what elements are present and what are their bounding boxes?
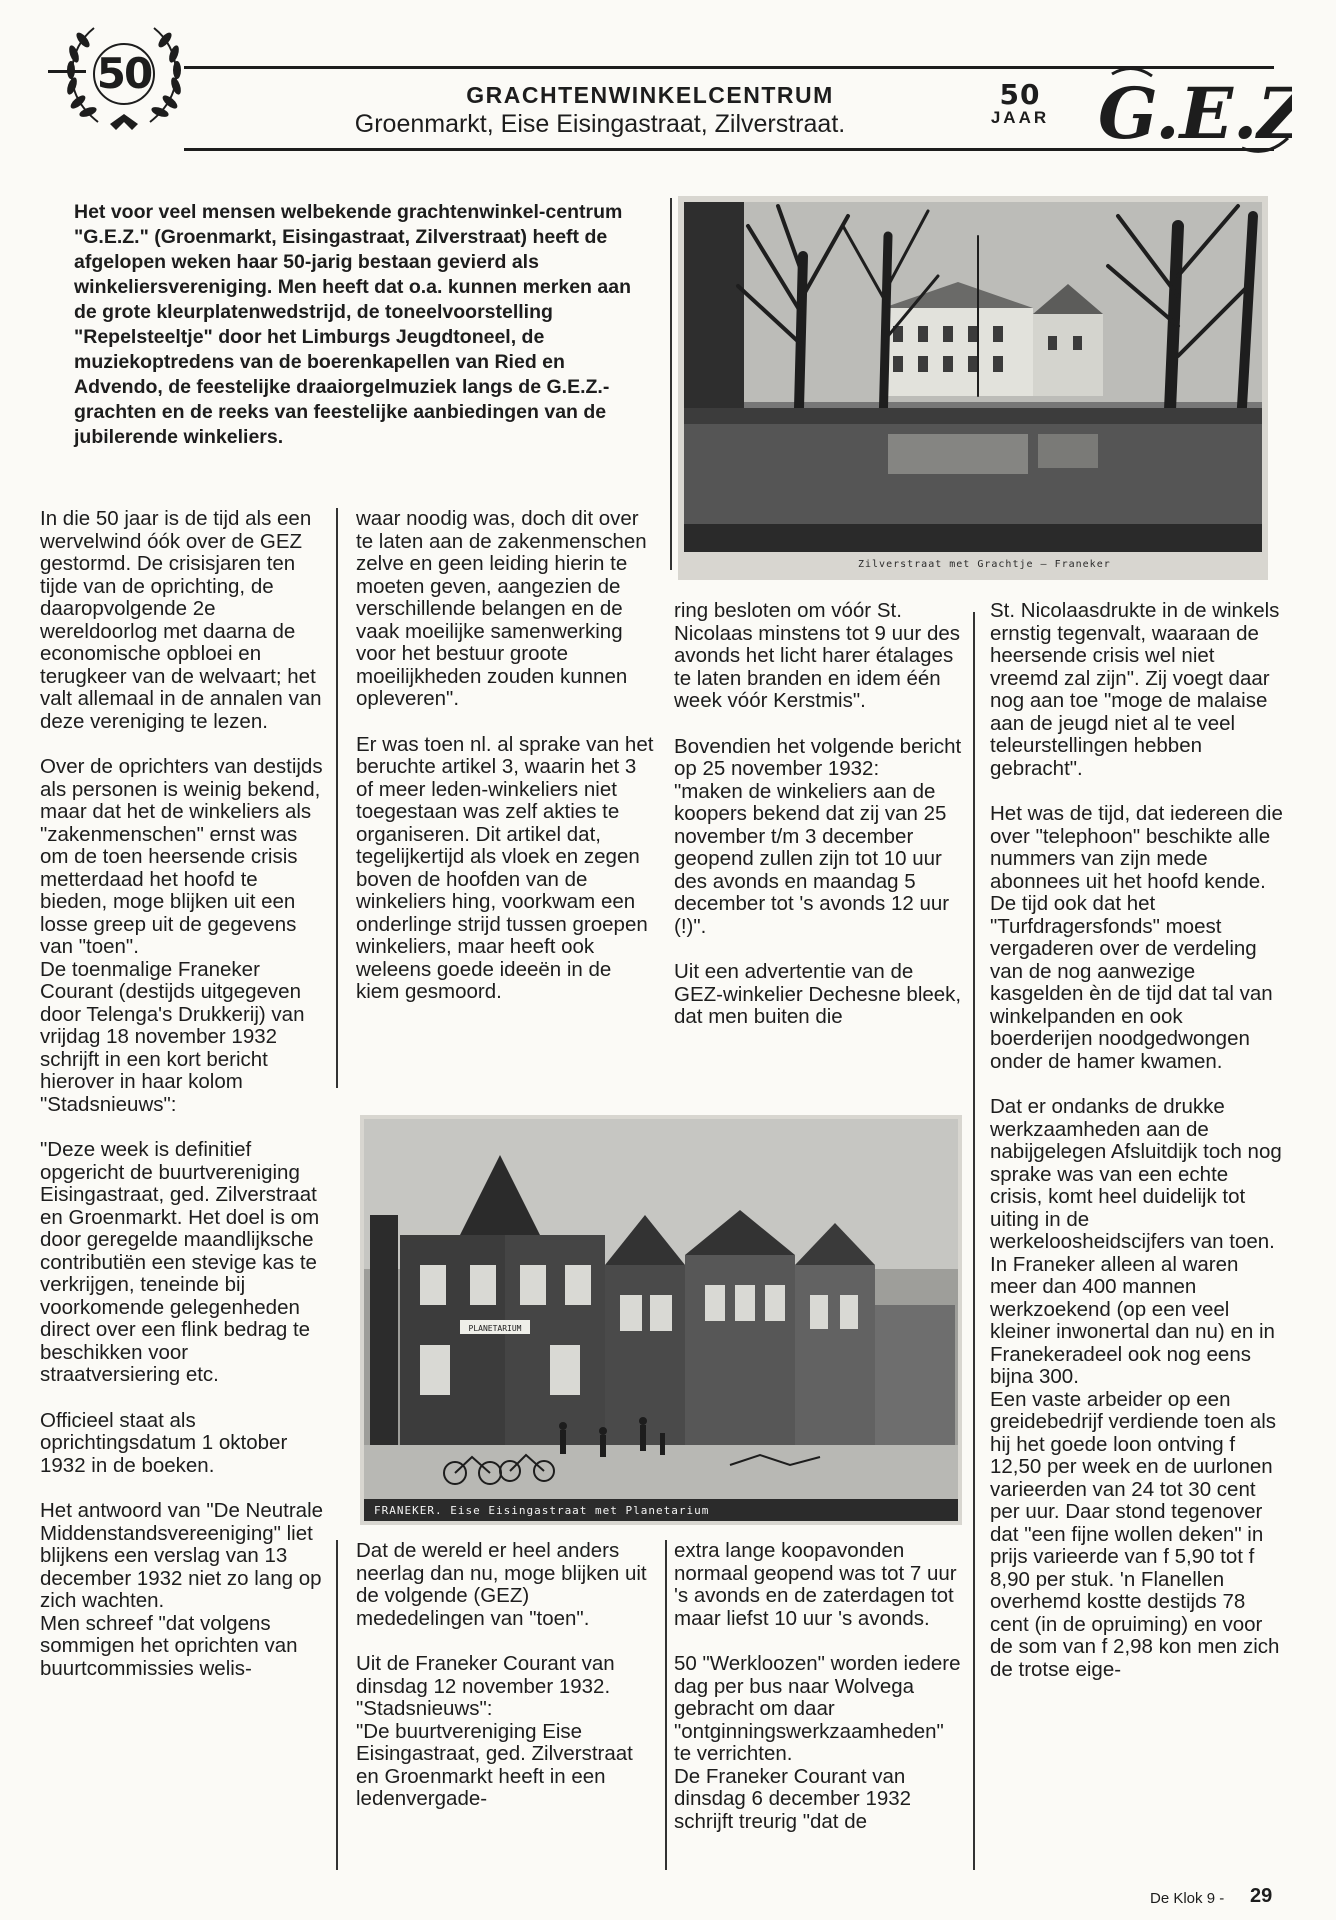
- column-4: [990, 600, 1284, 1681]
- photo-caption-top: Zilverstraat met Grachtje – Franeker: [858, 559, 1111, 570]
- col4-paragraph: Een vaste arbeider op een greidebedrijf verdiende toen als hij het goede loon ontving f 12,50 per week en de uurlonen varieerden van 24 tot 30 cent per uur. Daar stond tegenover dat "een fijne wollen deken" in prijs varieerde van f 5,90 tot f 8,90 per stuk. 'n Flanellen overhemd kostte destijds 78 cent (in de opruiming) en voor de som van f 2,98 kon men zich de trotse eige-: [990, 1387, 1280, 1681]
- col1-paragraph: Over de oprichters van destijds als personen is weinig bekend, maar dat het de winkeliers als "zakenmenschen" ernst was om de toen heersende crisis metterdaad het hoofd te bieden, moge blijken uit een losse greep uit de gegevens van "toen".: [40, 755, 323, 958]
- col1-paragraph: De toenmalige Franeker Courant (destijds uitgegeven door Telenga's Drukkerij) van vrijdag 18 november 1932 schrijft in een kort bericht hierover in haar kolom "Stadsnieuws":: [40, 957, 305, 1116]
- column-rule-1: [336, 508, 338, 1088]
- col3-paragraph: Bovendien het volgende bericht op 25 november 1932:: [674, 734, 962, 780]
- footer-publication: De Klok 9 -: [1150, 1890, 1225, 1907]
- page-title: GRACHTENWINKELCENTRUM: [466, 82, 834, 108]
- col1-paragraph: In die 50 jaar is de tijd als een wervelwind óók over de GEZ gestormd. De crisisjaren ten tijde van de oprichting, de daaropvolgende 2e wereldoorlog met daarna de economische opbloei en terugkeer van de welvaart; het valt allemaal in de annalen van deze vereniging te lezen.: [40, 507, 322, 733]
- col3-quote: "maken de winkeliers aan de koopers bekend dat zij van 25 november t/m 3 december geopend zullen zijn tot 10 uur des avonds en maandag 5 december tot 's avonds 12 uur (!)".: [674, 779, 950, 938]
- photo-eisingastraat: [360, 1115, 962, 1525]
- column-rule-3: [973, 612, 975, 1870]
- col2-paragraph: Uit de Franeker Courant van dinsdag 12 november 1932.: [356, 1652, 615, 1698]
- column-3: [674, 600, 964, 1029]
- intro-paragraph: Het voor veel mensen welbekende grachtenwinkel-centrum "G.E.Z." (Groenmarkt, Eisingastraat, Zilverstraat) heeft de afgelopen weken haar 50-jarig bestaan gevierd als winkeliersvereniging. Men heeft dat o.a. kunnen merken aan de grote kleurplatenwedstrijd, de toneelvoorstelling "Repelsteeltje" door het Limburgs Jeugdtoneel, de muziekoptredens van de boerenkapellen van Ried en Advendo, de feestelijke draaiorgelmuziek langs de G.E.Z.-grachten en de reeks van feestelijke aanbiedingen van de jubilerende winkeliers.: [74, 201, 631, 448]
- col3-paragraph: extra lange koopavonden normaal geopend was tot 7 uur 's avonds en de zaterdagen tot maar liefst 10 uur 's avonds.: [674, 1539, 957, 1630]
- col3-paragraph: Uit een advertentie van de GEZ-winkelier Dechesne bleek, dat men buiten die: [674, 960, 962, 1028]
- page-subtitle: Groenmarkt, Eise Eisingastraat, Zilverstraat.: [354, 110, 846, 138]
- col4-paragraph: Dat er ondanks de drukke werkzaamheden aan de nabijgelegen Afsluitdijk toch nog sprake was van een echte crisis, komt heel duidelijk tot uiting in de werkeloosheidscijfers van toen. In Franeker alleen al waren meer dan 400 mannen werkzoekend (op een veel kleiner inwonertal dan nu) en in Franekeradeel ook nog eens bijna 300.: [990, 1095, 1282, 1388]
- col1-paragraph: Het antwoord van "De Neutrale Middenstandsvereeniging" liet blijkens een verslag van 13 december 1932 niet zo lang op zich wachten.: [40, 1499, 324, 1612]
- col2-paragraph: Er was toen nl. al sprake van het beruchte artikel 3, waarin het 3 of meer leden-winkeliers niet toegestaan was zelf akties te organiseren. Dit artikel dat, tegelijkertijd als vloek en zegen boven de hoofden van de winkeliers hing, voorkwam een onderlinge strijd tussen groepen winkeliers, maar heeft ook weleens goede ideeën in de kiem gesmoord.: [356, 732, 654, 1003]
- col3-paragraph: ring besloten om vóór St. Nicolaas minstens tot 9 uur des avonds het licht harer étalages te laten branden en idem één week vóór Kerstmis".: [674, 599, 960, 712]
- jubilee-laurel-badge: [58, 18, 190, 136]
- col3-paragraph: 50 "Werkloozen" worden iedere dag per bus naar Wolvega gebracht om daar "ontginningswerkzaamheden" te verrichten.: [674, 1652, 961, 1765]
- column-2-lower: [356, 1540, 656, 1811]
- gez-logo-lettering: G.E.Z: [1098, 72, 1292, 155]
- col1-quote: "Deze week is definitief opgericht de buurtvereniging Eisingastraat, ged. Zilverstraat en Groenmarkt. Het doel is om door geregelde maandlijksche contributiën een stevige kas te verkrijgen, teneinde bij voorkomende gelegenheden direct over een flink bedrag te beschikken voor straatversiering etc.: [40, 1138, 320, 1386]
- column-rule-2b: [665, 1540, 667, 1870]
- jubilee-number: 50: [999, 78, 1041, 111]
- photo-zilverstraat: [678, 196, 1268, 580]
- col2-paragraph: waar noodig was, doch dit over te laten aan de zakenmenschen zelve en geen leiding hierin te moeten geven, aangezien de verschillende belangen en de vaak moeilijke samenwerking voor het bestuur groote moeilijkheden zouden kunnen opleveren".: [356, 507, 647, 710]
- col2-quote: "De buurtvereniging Eise Eisingastraat, ged. Zilverstraat en Groenmarkt heeft in een ledenvergade-: [356, 1719, 633, 1810]
- col2-paragraph: Dat de wereld er heel anders neerlag dan nu, moge blijken uit de volgende (GEZ) mededelingen van "toen".: [356, 1539, 647, 1630]
- column-2: [356, 508, 656, 1004]
- col3-paragraph: De Franeker Courant van dinsdag 6 december 1932 schrijft treurig "dat de: [674, 1764, 912, 1833]
- badge-number: 50: [96, 49, 152, 98]
- planetarium-sign: PLANETARIUM: [468, 1324, 522, 1333]
- column-3-lower: [674, 1540, 964, 1833]
- page-number: 29: [1250, 1885, 1273, 1907]
- jubilee-word: JAAR: [990, 108, 1050, 127]
- col2-paragraph: "Stadsnieuws":: [356, 1697, 493, 1720]
- col1-paragraph: Officieel staat als oprichtingsdatum 1 oktober 1932 in de boeken.: [40, 1408, 288, 1477]
- col1-paragraph: Men schreef "dat volgens sommigen het oprichten van buurtcommissies welis-: [40, 1611, 298, 1680]
- column-rule-1b: [336, 1540, 338, 1870]
- col4-paragraph: Het was de tijd, dat iedereen die over "telephoon" beschikte alle nummers van zijn mede abonnees uit het hoofd kende. De tijd ook dat het "Turfdragersfonds" moest vergaderen over de verdeling van de nog aanwezige kasgelden èn de tijd dat tal van winkelpanden en ook boerderijen noodgedwongen onder de hamer kwamen.: [990, 802, 1283, 1073]
- gez-logo: [1092, 62, 1292, 162]
- photo-divider: [670, 198, 672, 570]
- col4-paragraph: St. Nicolaasdrukte in de winkels ernstig tegenvalt, waaraan de heersende crisis wel niet vreemd zal zijn". Zij voegt daar nog aan toe "moge de malaise aan de jeugd niet al te veel teleurstellingen hebben gebracht".: [990, 599, 1280, 780]
- column-1: [40, 508, 326, 1680]
- photo-caption-bottom: FRANEKER. Eise Eisingastraat met Planetarium: [374, 1504, 710, 1517]
